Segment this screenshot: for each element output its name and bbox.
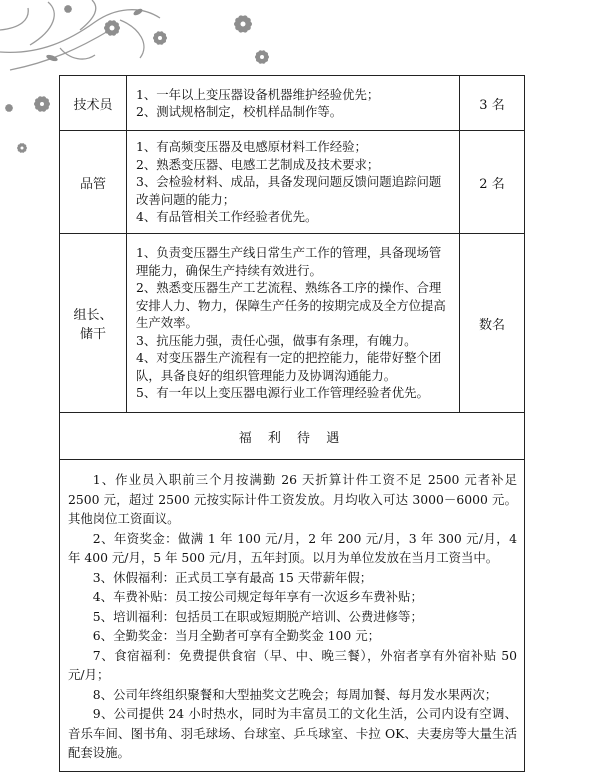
table-row [60,234,525,413]
requirement-item: 3、会检验材料、成品，具备发现问题反馈问题追踪问题改善问题的能力； [136,174,442,207]
role-count: 3 名 [460,76,525,131]
benefit-item: 6、全勤奖金：当月全勤者可享有全勤奖金 100 元； [92,628,381,643]
benefit-item: 2、年资奖金：做满 1 年 100 元/月，2 年 200 元/月，3 年 300 元/月，4 年 400 元/月，5 年 500 元/月，五年封顶。以月为单位发放在当月工资当中。 [68,530,517,565]
benefit-item: 5、培训福利：包括员工在职或短期脱产培训、公费进修等； [92,608,423,624]
role-title: 技术员 [60,76,127,131]
benefit-item: 7、食宿福利：免费提供食宿（早、中、晚三餐），外宿者享有外宿补贴 50 元/月； [68,647,517,682]
role-requirements [127,131,460,234]
role-title-line: 组长、 [73,308,113,323]
requirement-item: 4、有品管相关工作经验者优先。 [136,209,318,225]
requirement-item: 4、对变压器生产流程有一定的把控能力，能带好整个团队，具备良好的组织管理能力及协调沟通能力。 [136,350,442,383]
benefit-item: 9、公司提供 24 小时热水，同时为丰富员工的文化生活，公司内设有空调、音乐车间、图书角、羽毛球场、台球室、乒乓球室、卡拉 OK、夫妻房等大量生活配套设施。 [68,706,517,760]
requirement-item: 1、有高频变压器及电感原材料工作经验； [136,139,367,155]
table-row [60,413,525,460]
requirement-item: 5、有一年以上变压器电源行业工作管理经验者优先。 [136,385,429,401]
requirement-item: 2、测试规格制定，校机样品制作等。 [136,104,343,119]
benefits-list [60,460,525,772]
requirement-item: 3、抗压能力强，责任心强，做事有条理，有魄力。 [136,332,417,348]
table-row [60,131,525,234]
table-row [60,76,525,131]
requirement-item: 2、熟悉变压器生产工艺流程、熟练各工序的操作、合理安排人力、物力，保障生产任务的按期完成及全方位提高生产效率。 [136,280,446,331]
benefit-item: 8、公司年终组织聚餐和大型抽奖文艺晚会；每周加餐、每月发水果两次； [92,686,498,702]
role-requirements [127,76,460,131]
benefit-item: 3、休假福利：正式员工享有最高 15 天带薪年假； [92,569,373,585]
benefits-title: 福 利 待 遇 [60,413,525,460]
recruitment-table [59,75,525,772]
role-title: 品管 [60,131,127,234]
benefit-item: 1、作业员入职前三个月按满勤 26 天折算计件工资不足 2500 元者补足 2500 元，超过 2500 元按实际计件工资发放。月均收入可达 3000－6000 元。其他岗位工资面议。 [68,472,517,526]
requirement-item: 1、一年以上变压器设备机器维护经验优先； [136,86,380,102]
benefit-item: 4、车费补贴：员工按公司规定每年享有一次返乡车费补贴； [92,589,423,604]
table-row [60,460,525,772]
role-count: 2 名 [460,131,525,234]
role-requirements [127,234,460,413]
requirement-item: 2、熟悉变压器、电感工艺制成及技术要求； [136,156,380,172]
requirement-item: 1、负责变压器生产线日常生产工作的管理，具备现场管理能力，确保生产持续有效进行。 [136,245,442,278]
role-title-line: 储干 [79,327,106,342]
role-count: 数名 [460,234,525,413]
role-title [60,234,127,413]
